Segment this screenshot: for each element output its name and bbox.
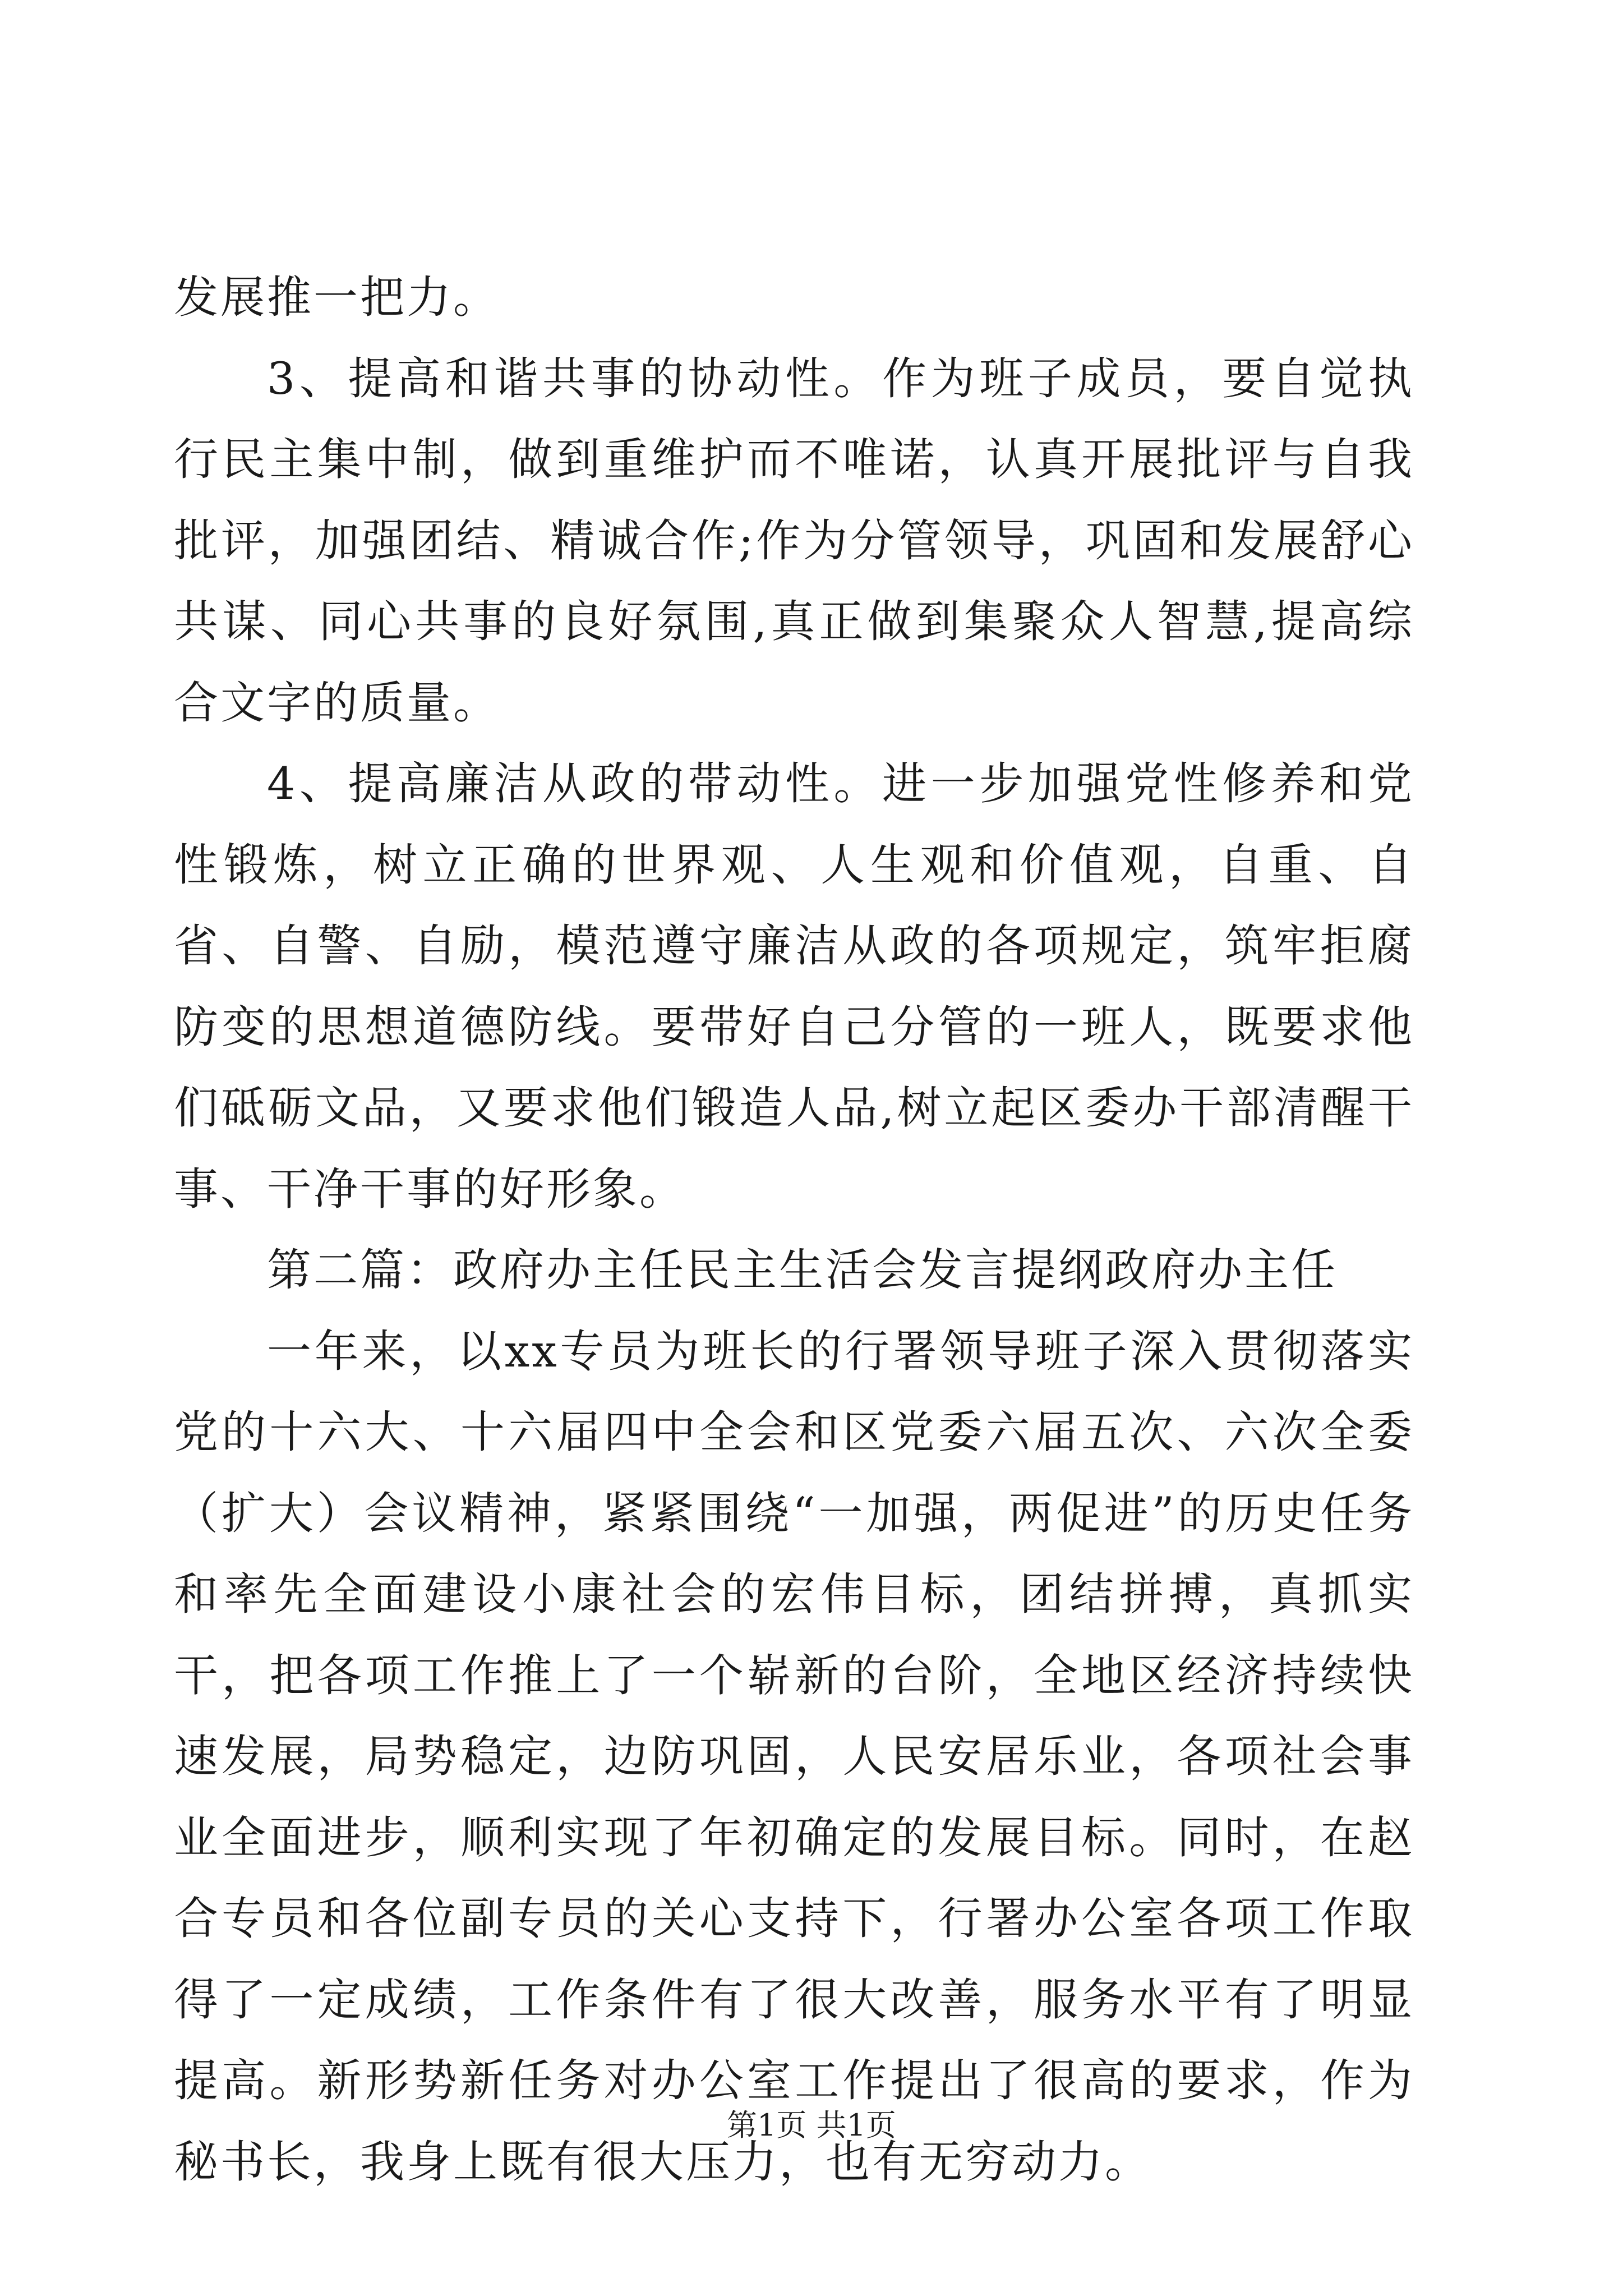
page-number-label: 第1页 共1页 <box>727 2108 896 2143</box>
paragraph-point-3: 3、提高和谐共事的协动性。作为班子成员，要自觉执行民主集中制，做到重维护而不唯诺，认真开展批评与自我批评，加强团结、精诚合作;作为分管领导，巩固和发展舒心共谋、同心共事的良好氛围,真正做到集聚众人智慧,提高综合文字的质量。 <box>174 352 1414 729</box>
paragraph-section-2-body: 一年来，以xx专员为班长的行署领导班子深入贯彻落实党的十六大、十六届四中全会和区党委六届五次、六次全委（扩大）会议精神，紧紧围绕“一加强，两促进”的历史任务和率先全面建设小康社会的宏伟目标，团结拼搏，真抓实干，把各项工作推上了一个崭新的台阶，全地区经济持续快速发展，局势稳定，边防巩固，人民安居乐业，各项社会事业全面进步，顺利实现了年初确定的发展目标。同时，在赵合专员和各位副专员的关心支持下，行署办公室各项工作取得了一定成绩，工作条件有了很大改善，服务水平有了明显提高。新形势新任务对办公室工作提出了很高的要求，作为秘书长，我身上既有很大压力，也有无穷动力。 <box>174 1325 1414 2188</box>
page-footer <box>0 2106 1623 2145</box>
paragraph-continuation: 发展推一把力。 <box>174 272 500 323</box>
paragraph-point-4: 4、提高廉洁从政的带动性。进一步加强党性修养和党性锻炼，树立正确的世界观、人生观和价值观，自重、自省、自警、自励，模范遵守廉洁从政的各项规定，筑牢拒腐防变的思想道德防线。要带好自己分管的一班人，既要求他们砥砺文品，又要求他们锻造人品,树立起区委办干部清醒干事、干净干事的好形象。 <box>174 758 1414 1215</box>
document-body <box>174 257 1414 2202</box>
section-heading: 第二篇：政府办主任民主生活会发言提纲政府办主任 <box>267 1244 1338 1296</box>
